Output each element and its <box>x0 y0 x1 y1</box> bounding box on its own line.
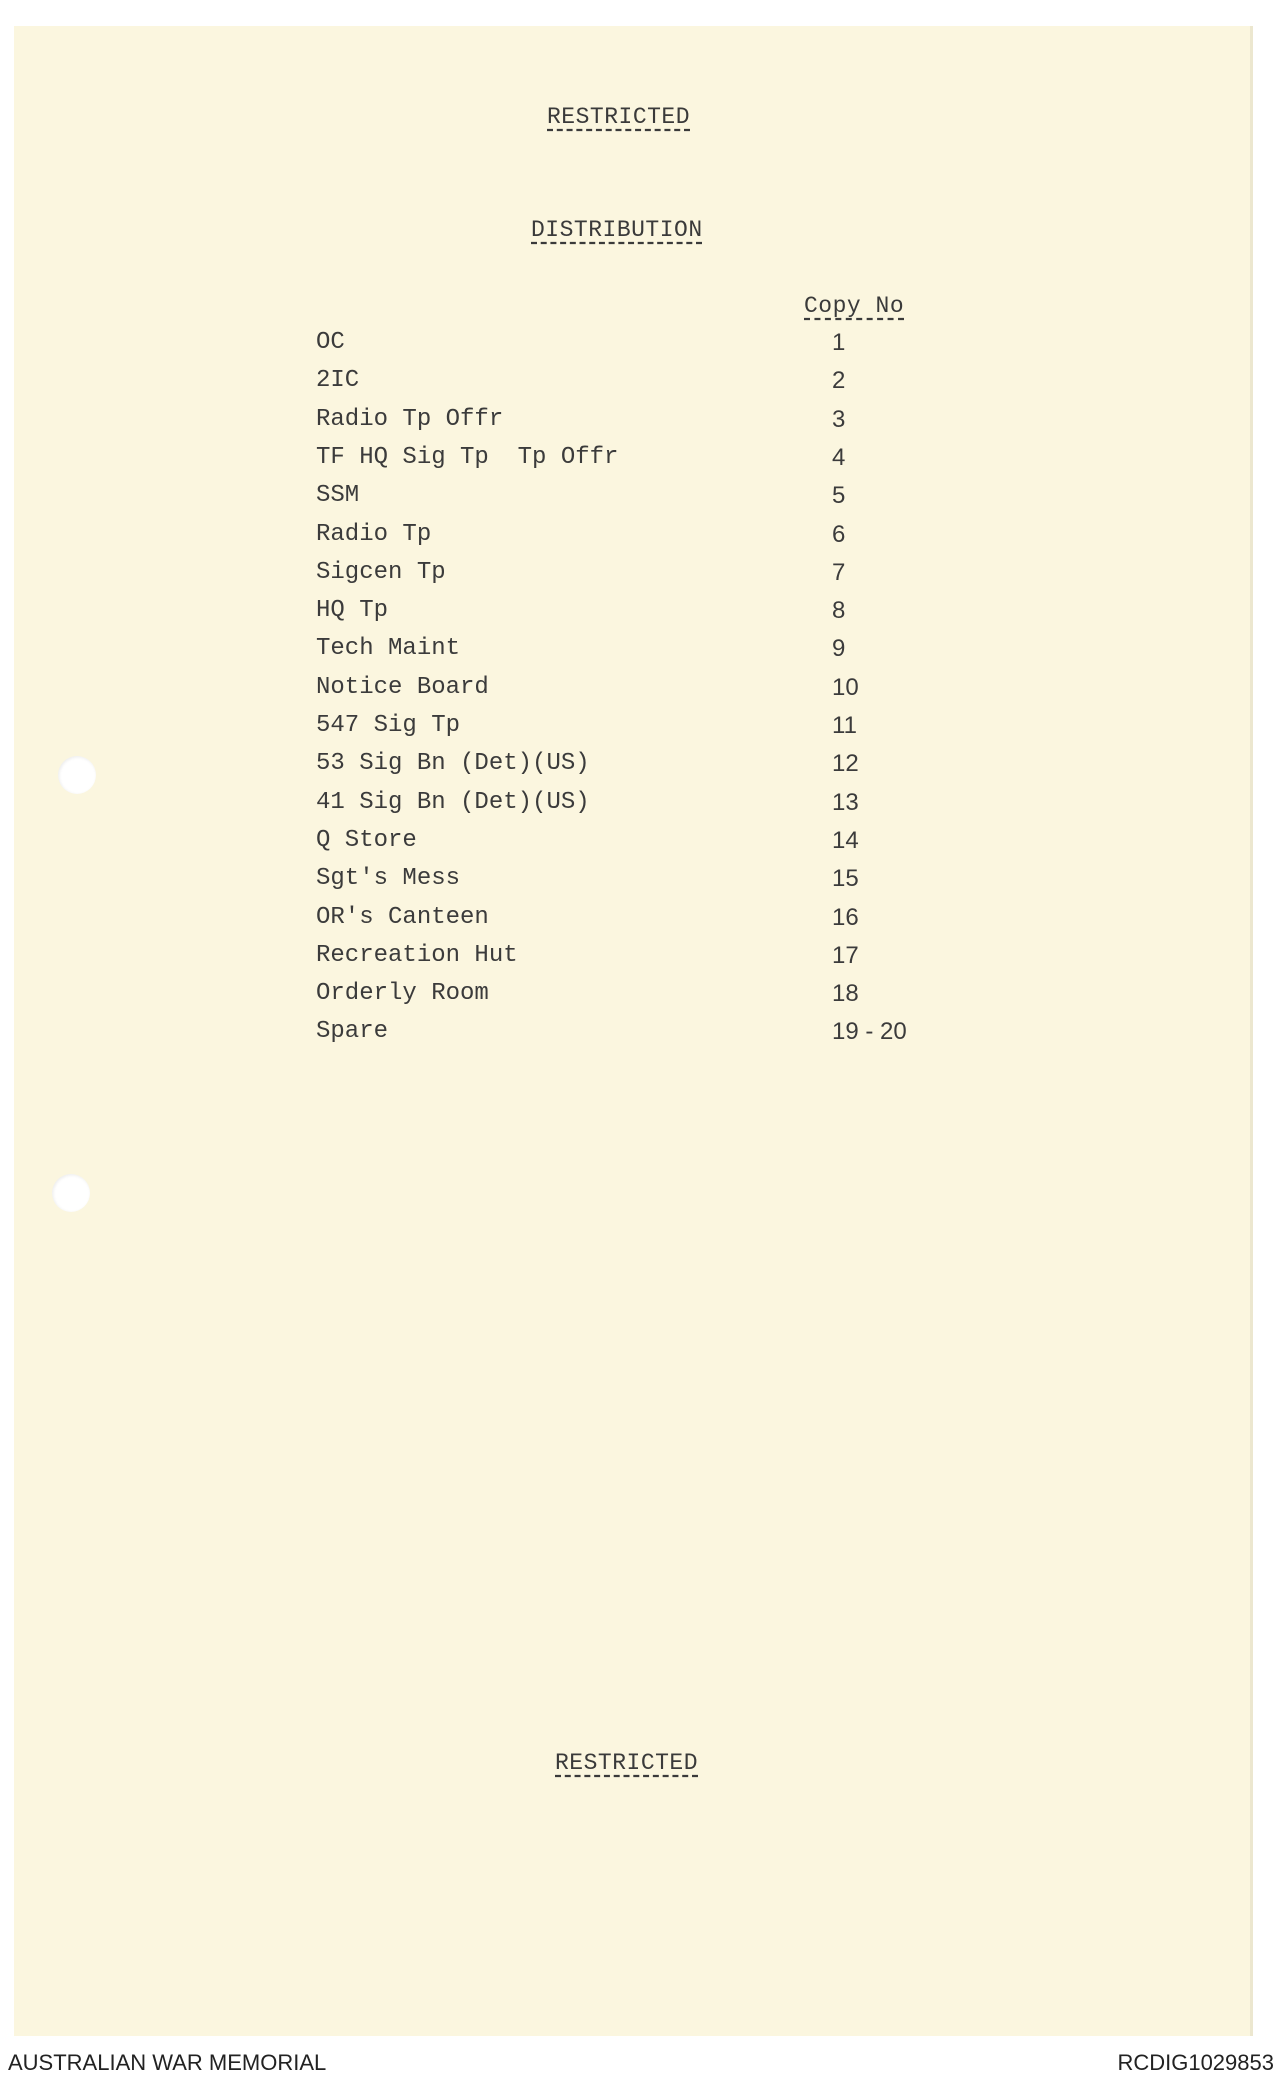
recipient-name: Radio Tp <box>316 520 432 548</box>
distribution-row <box>14 942 1250 976</box>
archive-item-id: RCDIG1029853 <box>1117 2050 1274 2075</box>
recipient-name: TF HQ Sig Tp Tp Offr <box>316 443 619 471</box>
distribution-row <box>14 559 1250 593</box>
recipient-name: Notice Board <box>316 673 489 701</box>
copy-number: 3 <box>832 405 846 433</box>
distribution-row <box>14 367 1250 401</box>
distribution-row <box>14 1018 1250 1052</box>
recipient-name: OR's Canteen <box>316 903 489 931</box>
copy-number: 9 <box>832 635 846 663</box>
copy-number: 19 - 20 <box>832 1018 907 1046</box>
distribution-row <box>14 444 1250 478</box>
copy-number: 6 <box>832 520 846 548</box>
distribution-row <box>14 406 1250 440</box>
distribution-row <box>14 482 1250 516</box>
distribution-row <box>14 904 1250 938</box>
recipient-name: Recreation Hut <box>316 941 518 969</box>
copy-number: 4 <box>832 443 846 471</box>
recipient-name: OC <box>316 329 345 356</box>
distribution-row <box>14 635 1250 669</box>
archive-institution: AUSTRALIAN WAR MEMORIAL <box>8 2050 327 2075</box>
distribution-row <box>14 865 1250 899</box>
distribution-row <box>14 521 1250 555</box>
distribution-row <box>14 329 1250 363</box>
copy-number: 15 <box>832 865 859 893</box>
recipient-name: Q Store <box>316 826 417 854</box>
recipient-name: 547 Sig Tp <box>316 712 461 739</box>
distribution-row <box>14 980 1250 1014</box>
recipient-name: Radio Tp Offr <box>316 405 504 433</box>
copy-number-column-header: Copy No <box>804 293 905 319</box>
header-classification: RESTRICTED <box>547 104 691 130</box>
copy-number: 12 <box>832 750 859 778</box>
document-title: DISTRIBUTION <box>531 217 703 243</box>
document-page <box>14 26 1253 2036</box>
copy-number: 11 <box>832 712 857 739</box>
recipient-name: HQ Tp <box>316 597 389 625</box>
copy-number: 16 <box>832 903 859 931</box>
recipient-name: Orderly Room <box>316 980 489 1008</box>
copy-number: 2 <box>832 367 846 395</box>
copy-number: 8 <box>832 597 846 625</box>
footer-classification: RESTRICTED <box>555 1750 699 1776</box>
recipient-name: 53 Sig Bn (Det)(US) <box>316 750 590 778</box>
copy-number: 14 <box>832 826 859 854</box>
distribution-row <box>14 674 1250 708</box>
punch-hole-bottom <box>52 1174 90 1212</box>
distribution-row <box>14 750 1250 784</box>
copy-number: 7 <box>832 558 846 586</box>
recipient-name: Tech Maint <box>316 635 461 663</box>
recipient-name: Sigcen Tp <box>316 558 446 586</box>
copy-number: 18 <box>832 980 859 1008</box>
distribution-row <box>14 712 1250 746</box>
recipient-name: Spare <box>316 1018 389 1046</box>
distribution-row <box>14 597 1250 631</box>
distribution-row <box>14 789 1250 823</box>
copy-number: 13 <box>832 788 859 816</box>
recipient-name: 41 Sig Bn (Det)(US) <box>316 788 590 816</box>
copy-number: 1 <box>832 329 846 356</box>
recipient-name: 2IC <box>316 367 360 395</box>
copy-number: 17 <box>832 941 859 969</box>
distribution-row <box>14 827 1250 861</box>
copy-number: 5 <box>832 482 846 510</box>
recipient-name: Sgt's Mess <box>316 865 461 893</box>
recipient-name: SSM <box>316 482 360 510</box>
copy-number: 10 <box>832 673 859 701</box>
